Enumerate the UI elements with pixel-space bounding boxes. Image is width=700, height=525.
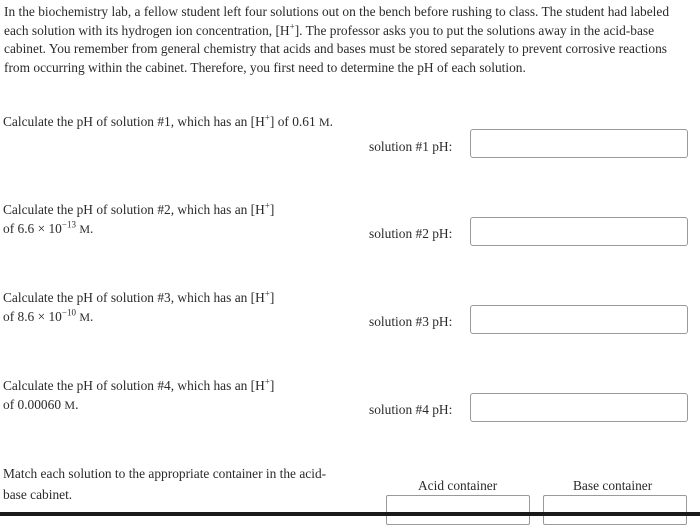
match-instructions: Match each solution to the appropriate container in the acid-base cabinet. — [3, 466, 327, 502]
exponent: −13 — [61, 219, 76, 230]
superscript-plus: + — [264, 376, 270, 387]
question-1-text: Calculate the pH of solution #1, which has an [H — [3, 114, 265, 129]
question-3: Calculate the pH of solution #3, which has an [H+] of $8.6 \times 10^{-10}$ M. — [3, 288, 275, 324]
solution-2-label: solution #2 pH: — [369, 226, 453, 241]
question-2-concentration: of 6.6 × 10 — [3, 221, 62, 236]
bottom-divider — [0, 512, 700, 516]
solution-2-ph-input[interactable] — [470, 217, 688, 246]
superscript-plus: + — [264, 112, 270, 123]
intro-paragraph: In the biochemistry lab, a fellow student left four solutions out on the bench before rushing to class. The student had labeled each solution with its hydrogen ion concentration, [H+]. The professor asks you to put the solutions away in the acid-base cabinet. You remember from general chemistry that acids and bases must be stored separately to prevent corrosive reactions from occurring within the cabinet. Therefore, you first need to determine the pH of each solution. — [4, 4, 670, 75]
question-3-text-end: ] — [269, 290, 275, 305]
solution-3-label: solution #3 pH: — [369, 314, 453, 329]
question-4-text-end: ] — [269, 378, 275, 393]
question-1-text-end: ] of 0.61 — [269, 114, 316, 129]
base-container-label: Base container — [573, 478, 653, 493]
base-container-dropzone[interactable] — [543, 495, 687, 525]
solution-4-label: solution #4 pH: — [369, 402, 453, 417]
question-1: Calculate the pH of solution #1, which has an [H+] of 0.61 M. — [3, 112, 334, 129]
unit-molar: M — [64, 398, 76, 412]
question-2-text: Calculate the pH of solution #2, which has an [H — [3, 202, 265, 217]
solution-1-label: solution #1 pH: — [369, 139, 453, 154]
unit-molar: M — [319, 115, 330, 129]
solution-3-ph-input[interactable] — [470, 305, 688, 334]
solution-1-ph-input[interactable] — [470, 129, 688, 158]
superscript-plus: + — [289, 21, 295, 32]
question-4-concentration: of 0.00060 — [3, 397, 62, 412]
superscript-plus: + — [264, 288, 270, 299]
unit-molar: M — [79, 310, 90, 324]
superscript-plus: + — [264, 200, 270, 211]
question-2: Calculate the pH of solution #2, which has an [H+] of $6.6 \times 10^{-13}$ M. — [3, 200, 275, 236]
question-4: Calculate the pH of solution #4, which has an [H+] of 0.00060 M. — [3, 376, 275, 412]
unit-molar: M — [79, 222, 90, 236]
solution-4-ph-input[interactable] — [470, 393, 688, 422]
question-3-text: Calculate the pH of solution #3, which has an [H — [3, 290, 265, 305]
acid-container-dropzone[interactable] — [386, 495, 530, 525]
exponent: −10 — [61, 307, 76, 318]
question-3-concentration: of 8.6 × 10 — [3, 309, 62, 324]
question-4-text: Calculate the pH of solution #4, which has an [H — [3, 378, 265, 393]
acid-container-label: Acid container — [418, 478, 498, 493]
question-2-text-end: ] — [269, 202, 275, 217]
